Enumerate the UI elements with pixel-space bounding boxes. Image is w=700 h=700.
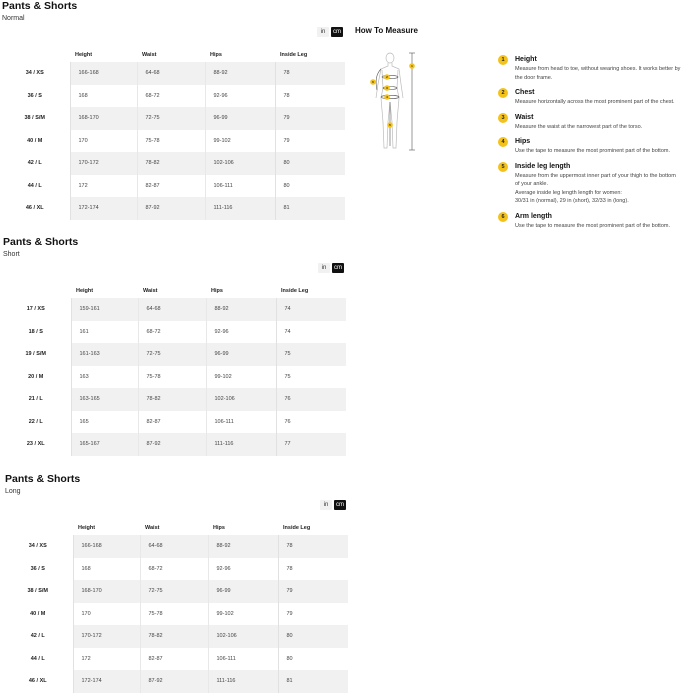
size-table-long [3,521,348,693]
measure-item-title: Inside leg length [515,162,571,170]
size-section-short [3,236,78,258]
size-cell: 17 / XS [1,298,71,321]
inside-leg-cell: 76 [276,388,346,411]
table-row [1,433,346,456]
column-header: Height [75,52,93,58]
inside-leg-cell: 80 [275,152,345,175]
inside-leg-cell: 81 [275,197,345,220]
step-number-badge: 6 [498,212,508,222]
measure-item-title: Waist [515,113,534,121]
column-header: Hips [210,52,222,58]
size-cell: 34 / XS [0,62,70,85]
marker-1: 1 [411,64,413,69]
hips-cell: 106-111 [208,648,278,671]
measure-item [498,113,698,132]
column-header: Inside Leg [280,52,308,58]
table-row [3,535,348,558]
inside-leg-cell: 75 [276,343,346,366]
height-cell: 168 [70,85,137,108]
table-header-row [3,521,348,535]
unit-in-button[interactable]: in [318,263,330,273]
hips-cell: 92-96 [208,558,278,581]
hips-cell: 111-116 [205,197,275,220]
waist-cell: 87-92 [140,670,208,693]
measure-item-title: Arm length [515,212,552,220]
size-cell: 42 / L [3,625,73,648]
inside-leg-cell: 81 [278,670,348,693]
measure-item-title: Chest [515,89,535,96]
size-cell: 44 / L [30,655,45,662]
measure-item-title: Hips [515,138,531,145]
hips-cell: 102-106 [208,625,278,648]
unit-in-button[interactable]: in [317,27,329,37]
measure-item-desc: Measure the waist at the narrowest part of the torso. [515,123,643,130]
measure-item [498,55,698,82]
size-table-short [1,284,346,456]
unit-toggle [320,500,346,510]
size-cell: 44 / L [27,182,42,189]
step-number-badge: 1 [498,55,508,65]
measure-item-desc: Measure horizontally across the most prominent part of the chest. [515,99,675,105]
inside-leg-cell: 76 [276,411,346,434]
table-row [1,411,346,434]
height-cell: 170 [73,603,140,626]
measure-item-title: Height [515,56,537,63]
column-header: Height [78,525,96,531]
size-cell: 40 / M [27,137,43,144]
waist-cell: 68-72 [140,558,208,581]
height-cell: 166-168 [73,535,140,558]
measure-item-desc: Use the tape to measure the most prominent part of the bottom. [515,148,670,154]
column-header: Hips [211,288,223,294]
measure-item-desc: Measure from head to toe, without wearing shoes. It works better by [515,66,681,72]
size-header [3,521,73,535]
step-number-badge: 3 [498,113,508,123]
size-cell: 36 / S [27,92,42,99]
height-cell: 166-168 [70,62,137,85]
size-cell: 38 / S/M [0,107,70,130]
size-header [0,48,70,62]
unit-cm-button[interactable]: cm [336,502,344,508]
inside-leg-cell: 79 [278,603,348,626]
height-cell: 170-172 [70,152,137,175]
table-header-row [0,48,345,62]
inside-leg-cell: 78 [278,558,348,581]
hips-cell: 96-99 [208,580,278,603]
size-cell: 22 / L [28,418,43,425]
size-cell: 23 / XL [1,433,71,456]
measure-item-desc: of your ankle. [515,181,549,187]
unit-toggle [318,263,344,273]
table-row [3,558,348,581]
inside-leg-cell: 78 [278,535,348,558]
height-cell: 161-163 [71,343,138,366]
height-cell: 170 [70,130,137,153]
table-row [0,197,345,220]
marker-5: 5 [389,123,391,128]
size-section-long [5,473,80,495]
section-title: Pants & Shorts [2,0,78,12]
size-section-normal [2,0,77,22]
measure-item-desc: 30/31 in (normal), 29 in (short), 32/33 in (long). [515,198,629,204]
waist-cell: 68-72 [138,321,206,344]
size-header [1,284,71,298]
waist-cell: 78-82 [138,388,206,411]
inside-leg-cell: 80 [278,625,348,648]
column-header: Waist [143,288,158,294]
height-cell: 172-174 [73,670,140,693]
hips-cell: 88-92 [205,62,275,85]
height-cell: 172-174 [70,197,137,220]
table-row [0,85,345,108]
table-row [1,321,346,344]
height-cell: 165-167 [71,433,138,456]
height-cell: 168-170 [73,580,140,603]
table-row [0,62,345,85]
height-cell: 170-172 [73,625,140,648]
table-row [1,388,346,411]
how-to-measure-title: How To Measure [355,26,418,35]
table-row [3,603,348,626]
unit-toggle [317,27,343,37]
measure-item [498,212,698,231]
column-header: Waist [145,525,160,531]
inside-leg-cell: 74 [276,321,346,344]
waist-cell: 82-87 [138,411,206,434]
hips-cell: 99-102 [206,366,276,389]
waist-cell: 72-75 [140,580,208,603]
unit-in-button[interactable]: in [320,500,332,510]
waist-cell: 87-92 [138,433,206,456]
height-cell: 168 [73,558,140,581]
measure-item-desc: Measure from the uppermost inner part of your thigh to the bottom [515,172,676,179]
waist-cell: 78-82 [137,152,205,175]
inside-leg-cell: 77 [276,433,346,456]
inside-leg-cell: 80 [275,175,345,198]
table-header-row [1,284,346,298]
waist-cell: 68-72 [137,85,205,108]
height-cell: 172 [73,648,140,671]
table-row [3,670,348,693]
hips-cell: 102-106 [206,388,276,411]
hips-cell: 102-106 [205,152,275,175]
hips-cell: 88-92 [208,535,278,558]
measure-item [498,137,698,156]
measure-item [498,162,698,206]
column-header: Waist [142,52,157,58]
step-number-badge: 5 [498,162,508,172]
hips-cell: 111-116 [206,433,276,456]
hips-cell: 99-102 [208,603,278,626]
waist-cell: 82-87 [137,175,205,198]
hips-cell: 96-99 [205,107,275,130]
height-cell: 165 [71,411,138,434]
size-cell: 34 / XS [3,535,73,558]
size-cell: 40 / M [30,610,46,617]
marker-3: 3 [386,86,388,91]
fit-label: Long [5,488,21,495]
measure-item-desc: Use the tape to measure the most prominent part of the bottom. [515,222,670,229]
inside-leg-cell: 79 [275,130,345,153]
body-measure-figure [368,50,423,155]
hips-cell: 99-102 [205,130,275,153]
unit-cm-button[interactable]: cm [334,265,342,271]
waist-cell: 64-68 [137,62,205,85]
waist-cell: 82-87 [140,648,208,671]
height-cell: 168-170 [70,107,137,130]
inside-leg-cell: 78 [275,85,345,108]
waist-cell: 75-78 [140,603,208,626]
step-number-badge: 2 [498,88,508,98]
measure-item-desc: the door frame. [515,74,553,81]
size-table-normal [0,48,345,220]
column-header: Height [76,288,94,294]
waist-cell: 78-82 [140,625,208,648]
marker-2: 2 [386,75,388,80]
waist-cell: 72-75 [138,343,206,366]
waist-cell: 87-92 [137,197,205,220]
fit-label: Short [3,251,20,258]
measure-item [498,88,698,107]
table-row [1,366,346,389]
size-cell: 46 / XL [0,197,70,220]
unit-cm-button[interactable]: cm [333,29,341,35]
fit-label: Normal [2,15,25,22]
marker-4: 4 [386,95,388,100]
table-row [1,298,346,321]
height-cell: 159-161 [71,298,138,321]
table-row [3,648,348,671]
size-cell: 18 / S [28,328,43,335]
height-cell: 163 [71,366,138,389]
waist-cell: 75-78 [137,130,205,153]
hips-cell: 96-99 [206,343,276,366]
section-title: Pants & Shorts [3,236,79,248]
column-header: Inside Leg [283,525,311,531]
hips-cell: 92-96 [205,85,275,108]
marker-6: 6 [372,80,374,85]
table-row [0,152,345,175]
column-header: Hips [213,525,225,531]
size-cell: 21 / L [1,388,71,411]
measure-guide [498,55,698,236]
height-cell: 172 [70,175,137,198]
inside-leg-cell: 80 [278,648,348,671]
size-cell: 46 / XL [3,670,73,693]
inside-leg-cell: 75 [276,366,346,389]
step-number-badge: 4 [498,137,508,147]
waist-cell: 75-78 [138,366,206,389]
size-cell: 36 / S [30,565,45,572]
table-row [3,625,348,648]
table-row [0,175,345,198]
hips-cell: 88-92 [206,298,276,321]
table-row [3,580,348,603]
table-row [1,343,346,366]
table-row [0,107,345,130]
height-cell: 161 [71,321,138,344]
hips-cell: 111-116 [208,670,278,693]
section-title: Pants & Shorts [5,473,81,485]
inside-leg-cell: 78 [275,62,345,85]
measure-item-desc: Average inside leg length length for women: [515,189,622,196]
inside-leg-cell: 79 [275,107,345,130]
size-cell: 42 / L [0,152,70,175]
size-cell: 19 / S/M [1,343,71,366]
waist-cell: 64-68 [138,298,206,321]
inside-leg-cell: 74 [276,298,346,321]
size-cell: 38 / S/M [3,580,73,603]
waist-cell: 64-68 [140,535,208,558]
height-cell: 163-165 [71,388,138,411]
column-header: Inside Leg [281,288,309,294]
hips-cell: 92-96 [206,321,276,344]
hips-cell: 106-111 [206,411,276,434]
waist-cell: 72-75 [137,107,205,130]
table-row [0,130,345,153]
hips-cell: 106-111 [205,175,275,198]
inside-leg-cell: 79 [278,580,348,603]
size-cell: 20 / M [28,373,44,380]
